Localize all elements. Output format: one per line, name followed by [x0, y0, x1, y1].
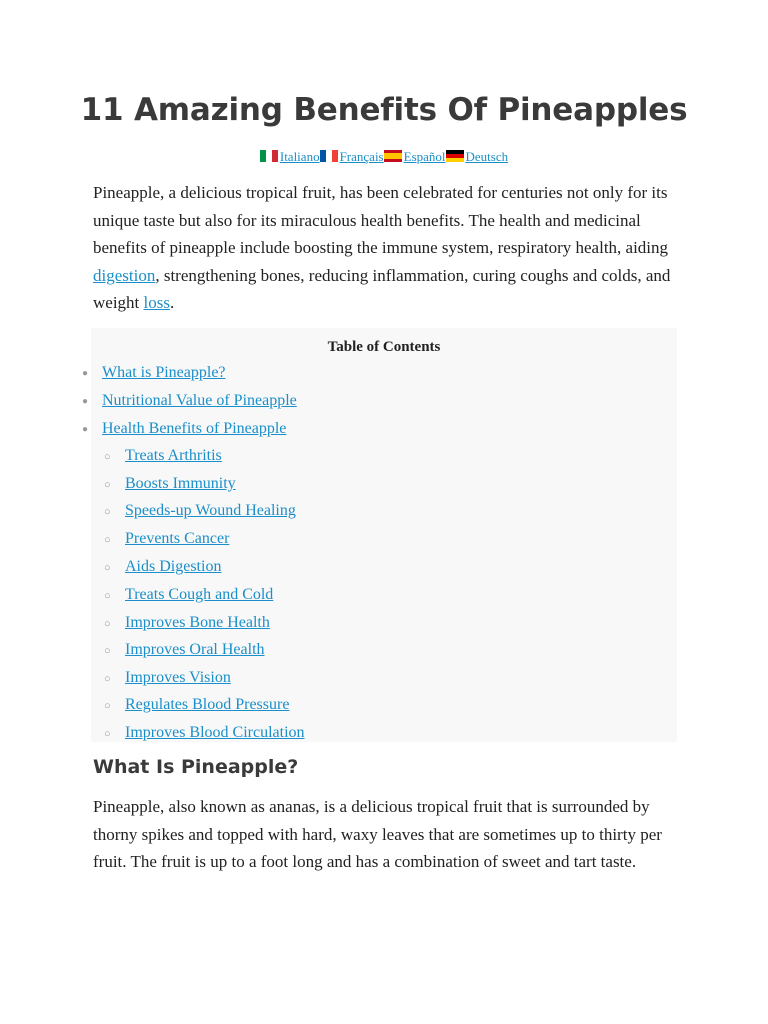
circle-bullet-icon: ○ — [104, 590, 111, 602]
toc-link[interactable]: Boosts Immunity — [125, 475, 236, 492]
toc-link[interactable]: Treats Cough and Cold — [125, 586, 274, 603]
circle-bullet-icon: ○ — [104, 562, 111, 574]
toc-link[interactable]: Prevents Cancer — [125, 530, 230, 547]
toc-item-oral-health — [104, 639, 265, 661]
disc-bullet-icon: ● — [82, 396, 89, 407]
language-link-deutsch[interactable]: Deutsch — [465, 149, 509, 164]
toc-item-prevents-cancer — [104, 528, 230, 550]
toc-item-vision — [104, 667, 231, 689]
toc-link[interactable]: Improves Bone Health — [125, 614, 270, 631]
section-paragraph: Pineapple, also known as ananas, is a delicious tropical fruit that is surrounded by thorny spikes and topped with hard, waxy leaves that are sometimes up to thirty per fruit. The fruit is up to a foot long and has a combination of sweet and tart taste. — [93, 797, 662, 872]
disc-bullet-icon: ● — [82, 424, 89, 435]
circle-bullet-icon: ○ — [104, 534, 111, 546]
toc-link[interactable]: Aids Digestion — [125, 558, 222, 575]
table-of-contents — [82, 328, 677, 742]
france-flag-icon — [320, 150, 338, 162]
language-link-espanol[interactable]: Español — [403, 149, 446, 164]
page-title: 11 Amazing Benefits Of Pineapples — [80, 92, 688, 128]
toc-link[interactable]: Regulates Blood Pressure — [125, 696, 290, 713]
toc-item-boosts-immunity — [104, 473, 236, 495]
toc-link[interactable]: Nutritional Value of Pineapple — [102, 392, 297, 409]
circle-bullet-icon: ○ — [104, 728, 111, 740]
language-link-italiano[interactable]: Italiano — [279, 149, 320, 164]
intro-text-part: Pineapple, a delicious tropical fruit, has been celebrated for centuries not only for its unique taste but also for its miraculous health benefits. The health and medicinal benefits of pineapple include boosting the immune system, respiratory health, aiding — [93, 183, 669, 258]
intro-text-part: , strengthening bones, reducing inflammation, curing coughs and colds, and weight — [93, 265, 671, 313]
toc-link[interactable]: Health Benefits of Pineapple — [102, 420, 287, 437]
circle-bullet-icon: ○ — [104, 451, 111, 463]
disc-bullet-icon: ● — [82, 368, 89, 379]
language-switcher — [0, 148, 768, 166]
circle-bullet-icon: ○ — [104, 645, 111, 657]
toc-item-nutritional-value — [82, 390, 297, 412]
spain-flag-icon — [384, 150, 402, 162]
toc-link[interactable]: Improves Blood Circulation — [125, 724, 305, 741]
toc-item-bone-health — [104, 612, 270, 634]
intro-paragraph — [93, 179, 673, 317]
circle-bullet-icon: ○ — [104, 506, 111, 518]
intro-text-part: . — [170, 293, 175, 313]
toc-item-aids-digestion — [104, 556, 222, 578]
toc-link[interactable]: What is Pineapple? — [102, 364, 226, 381]
toc-item-cough-cold — [104, 584, 274, 606]
toc-link[interactable]: Improves Oral Health — [125, 641, 265, 658]
toc-link[interactable]: Improves Vision — [125, 669, 231, 686]
toc-item-wound-healing — [104, 500, 296, 522]
italy-flag-icon — [260, 150, 278, 162]
circle-bullet-icon: ○ — [104, 479, 111, 491]
toc-link[interactable]: Speeds-up Wound Healing — [125, 502, 296, 519]
language-link-francais[interactable]: Français — [339, 149, 384, 164]
circle-bullet-icon: ○ — [104, 700, 111, 712]
toc-item-health-benefits — [82, 418, 287, 440]
loss-link[interactable]: loss — [143, 293, 170, 313]
toc-item-treats-arthritis — [104, 445, 222, 467]
toc-title: Table of Contents — [327, 339, 441, 355]
toc-item-blood-circulation — [104, 722, 305, 744]
circle-bullet-icon: ○ — [104, 618, 111, 630]
toc-item-blood-pressure — [104, 694, 290, 716]
germany-flag-icon — [446, 150, 464, 162]
digestion-link[interactable]: digestion — [93, 265, 156, 285]
section-heading: What Is Pineapple? — [93, 756, 299, 778]
toc-link[interactable]: Treats Arthritis — [125, 447, 222, 464]
toc-item-what-is-pineapple — [82, 362, 226, 384]
circle-bullet-icon: ○ — [104, 673, 111, 685]
